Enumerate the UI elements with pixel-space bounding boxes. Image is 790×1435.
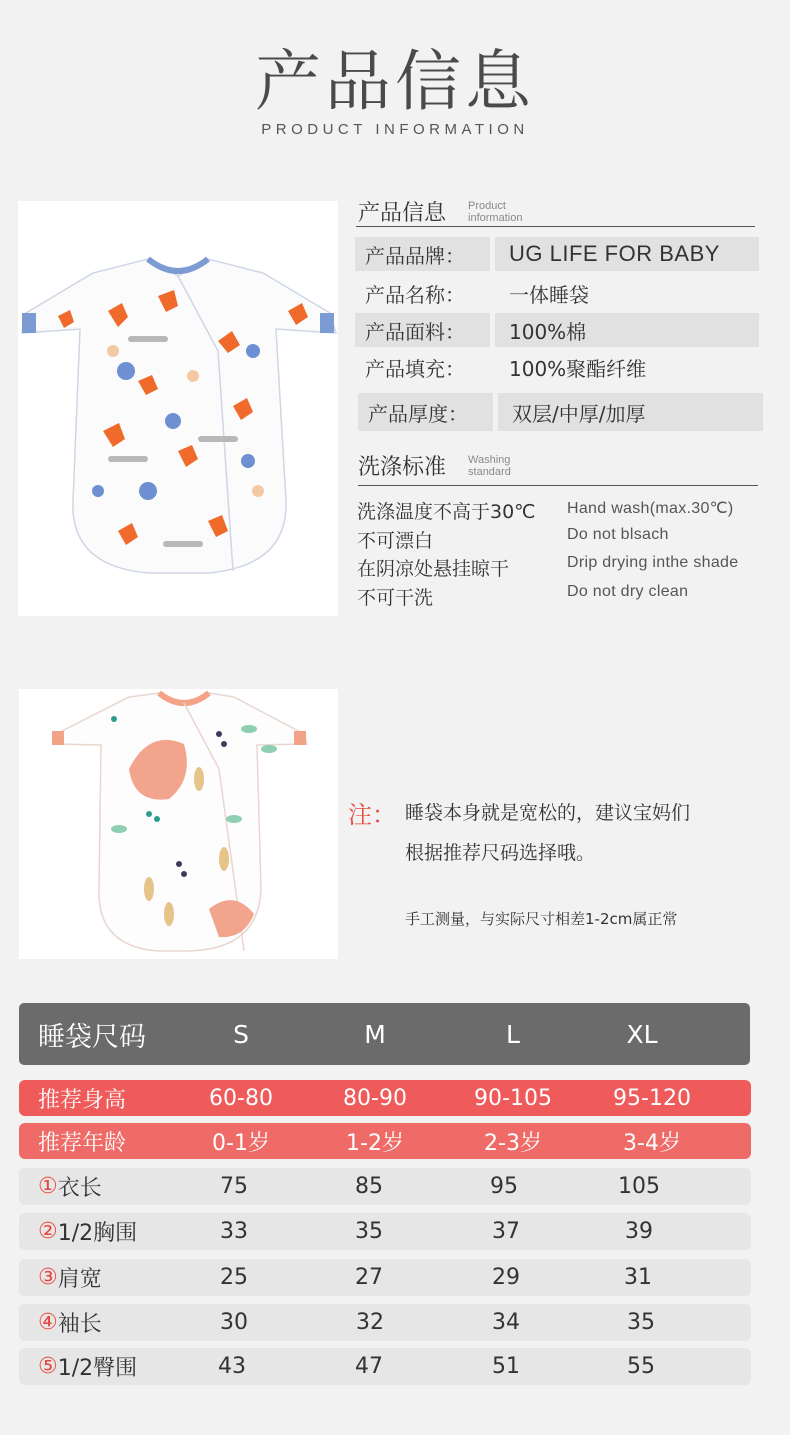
table-cell: 105 [618, 1174, 660, 1199]
product-info-title-en: Product information [468, 200, 523, 224]
table-cell: 25 [220, 1265, 248, 1290]
product-image-leaf [19, 689, 338, 959]
table-row-chest [19, 1213, 751, 1250]
table-cell: 47 [355, 1354, 383, 1379]
divider [356, 226, 755, 227]
table-cell: 31 [624, 1265, 652, 1290]
info-row-fabric [355, 313, 759, 347]
table-cell: 1-2岁 [346, 1130, 404, 1156]
wash-item-en: Do not dry clean [567, 583, 689, 600]
row-label-text: 1/2臀围 [57, 1356, 138, 1381]
table-row-age [19, 1123, 751, 1159]
info-row-filling [355, 350, 759, 384]
info-row-brand [355, 237, 759, 271]
table-cell: 0-1岁 [212, 1130, 270, 1156]
note-line-1: 睡袋本身就是宽松的，建议宝妈们 [405, 802, 691, 824]
wash-title-en: Washing standard [468, 454, 511, 478]
row-number: ② [38, 1219, 58, 1244]
table-cell: 34 [492, 1310, 520, 1335]
size-m: M [364, 1019, 386, 1049]
info-row-thickness [358, 393, 763, 431]
table-cell: 29 [492, 1265, 520, 1290]
row-number: ⑤ [38, 1354, 58, 1379]
size-xl: XL [626, 1019, 658, 1049]
table-row-height [19, 1080, 751, 1116]
wash-item-en: Do not blsach [567, 526, 669, 543]
row-label: 推荐身高 [38, 1087, 127, 1113]
info-value: 一体睡袋 [509, 282, 589, 307]
info-row-name [355, 276, 759, 310]
table-cell: 27 [355, 1265, 383, 1290]
product-info-title: 产品信息 [358, 201, 447, 226]
row-number: ③ [38, 1265, 58, 1290]
table-cell: 60-80 [209, 1085, 273, 1111]
row-label [19, 1304, 199, 1341]
row-label: 推荐年龄 [38, 1130, 127, 1156]
size-l: L [506, 1019, 520, 1049]
info-value: 100%聚酯纤维 [509, 356, 647, 381]
page-title: 产品信息 [255, 43, 535, 120]
wash-item-zh: 不可漂白 [357, 530, 434, 552]
table-cell: 32 [356, 1310, 384, 1335]
info-value: 100%棉 [495, 313, 759, 347]
table-cell: 39 [625, 1219, 653, 1244]
row-label [19, 1168, 199, 1205]
info-value: UG LIFE FOR BABY [495, 237, 759, 271]
info-label: 产品品牌： [355, 237, 490, 271]
note-measurement: 手工测量，与实际尺寸相差1-2cm属正常 [405, 910, 678, 928]
table-cell: 33 [220, 1219, 248, 1244]
row-label [19, 1259, 199, 1296]
table-cell: 85 [355, 1174, 383, 1199]
table-cell: 51 [492, 1354, 520, 1379]
table-cell: 95 [490, 1174, 518, 1199]
table-row-hip [19, 1348, 751, 1385]
table-cell: 55 [627, 1354, 655, 1379]
table-cell: 75 [220, 1174, 248, 1199]
product-image-fox [18, 201, 338, 616]
table-cell: 2-3岁 [484, 1130, 542, 1156]
size-table-title: 睡袋尺码 [38, 1021, 146, 1053]
divider [358, 485, 758, 486]
row-label-text: 袖长 [57, 1312, 102, 1337]
row-label [19, 1348, 199, 1385]
product-info-heading [358, 196, 558, 227]
table-cell: 37 [492, 1219, 520, 1244]
table-cell: 35 [355, 1219, 383, 1244]
wash-item-zh: 洗涤温度不高于30℃ [357, 501, 536, 523]
wash-item-zh: 不可干洗 [357, 587, 434, 609]
size-table-header [19, 1003, 750, 1065]
info-label: 产品名称： [365, 282, 465, 307]
page-subtitle: PRODUCT INFORMATION [261, 121, 529, 138]
info-value: 双层/中厚/加厚 [498, 393, 763, 431]
table-cell: 90-105 [474, 1085, 552, 1111]
table-cell: 35 [627, 1310, 655, 1335]
table-cell: 43 [218, 1354, 246, 1379]
table-cell: 30 [220, 1310, 248, 1335]
row-label-text: 衣长 [57, 1176, 102, 1201]
row-label-text: 肩宽 [57, 1267, 102, 1292]
table-cell: 3-4岁 [623, 1130, 681, 1156]
info-label: 产品填充： [365, 356, 465, 381]
size-s: S [233, 1019, 249, 1049]
row-number: ④ [38, 1310, 58, 1335]
table-row-shoulder [19, 1259, 751, 1296]
table-cell: 95-120 [613, 1085, 691, 1111]
wash-item-en: Hand wash(max.30℃) [567, 500, 734, 517]
table-row-length [19, 1168, 751, 1205]
note-mark: 注： [348, 801, 396, 829]
table-row-sleeve [19, 1304, 751, 1341]
note-line-2: 根据推荐尺码选择哦。 [405, 842, 596, 864]
info-label: 产品厚度： [358, 393, 493, 431]
table-cell: 80-90 [343, 1085, 407, 1111]
row-number: ① [38, 1174, 58, 1199]
info-label: 产品面料： [355, 313, 490, 347]
wash-item-en: Drip drying inthe shade [567, 554, 739, 571]
wash-item-zh: 在阴凉处悬挂晾干 [357, 558, 510, 580]
wash-heading [358, 450, 538, 481]
row-label-text: 1/2胸围 [57, 1221, 138, 1246]
wash-title: 洗涤标准 [358, 455, 447, 480]
row-label [19, 1213, 199, 1250]
